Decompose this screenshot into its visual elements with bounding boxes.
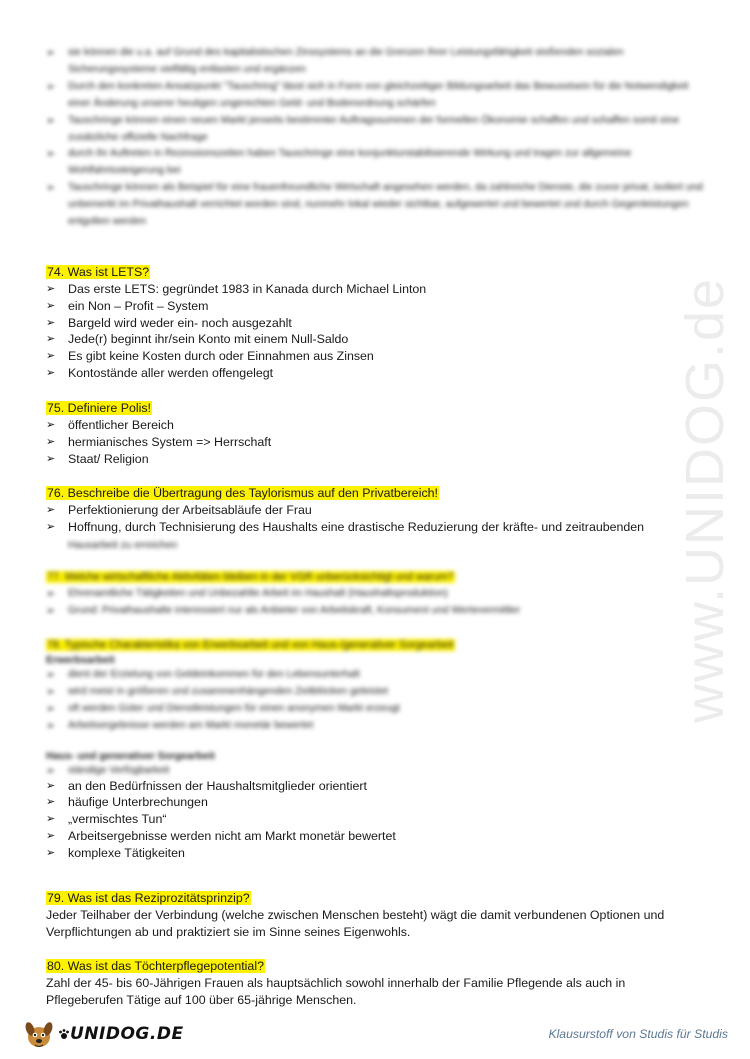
list-item: ➢ Grund: Privathaushalte interessiert nur als Anbieter von Arbeitskraft, Konsument und Wertevermittler xyxy=(46,603,716,620)
question-heading: 76. Beschreibe die Übertragung des Taylorismus auf den Privatbereich! xyxy=(47,486,438,500)
list-item: ➢ Ehrenamtliche Tätigkeiten und Unbezahlte Arbeit im Haushalt (Haushaltsproduktion) xyxy=(46,586,716,603)
list-item-line: Hausarbeit zu erreichen xyxy=(68,539,178,551)
list-item-line: Hoffnung, durch Technisierung des Haushalts eine drastische Reduzierung der kräfte- und zeitraubenden xyxy=(68,519,645,534)
list-item: ➢ oft werden Güter und Dienstleistungen für einen anonymen Markt erzeugt xyxy=(46,701,716,718)
list-item: ➢ sie können die u.a. auf Grund des kapitalistischen Zinssystems an die Grenzen ihrer Leistungsfähigkeit stoßenden sozialen Sicherungssysteme vielfältig entlasten und ergänzen xyxy=(46,45,706,79)
list-item: ➢ Tauschringe können als Beispiel für eine frauenfreundliche Wirtschaft angesehen werden, da zahlreiche Dienste, die zuvor privat, isoliert und unbemerkt im Privathaushalt verrichtet worden sind, nunmehr lokal wieder sichtbar, aufgewertet und bewertet und durch Gegenleistungen entgolten werden xyxy=(46,180,706,231)
list-item: ➢ Arbeitsergebnisse werden nicht am Markt monetär bewertet xyxy=(46,828,716,845)
answer-list xyxy=(46,417,716,467)
list-item: ➢ Jede(r) beginnt ihr/sein Konto mit einem Null-Saldo xyxy=(46,331,716,348)
section-q74 xyxy=(46,264,716,382)
section-q78 xyxy=(46,637,716,862)
question-heading: 78. Typische Charakteristika von Erwerbsarbeit und von Haus-/generativer Sorgearbeit xyxy=(47,639,454,651)
list-item: ➢ „vermischtes Tun“ xyxy=(46,811,716,828)
answer-text: Jeder Teilhaber der Verbindung (welche zwischen Menschen besteht) wägt die damit verbundenen Optionen und xyxy=(46,908,665,922)
list-item: ➢ Es gibt keine Kosten durch oder Einnahmen aus Zinsen xyxy=(46,348,716,365)
question-heading: 74. Was ist LETS? xyxy=(47,265,150,279)
subheading: Haus- und generativer Sorgearbeit xyxy=(46,750,215,762)
question-heading: 75. Definiere Polis! xyxy=(47,401,151,415)
watermark-text: www.UNIDOG.de xyxy=(675,276,735,724)
list-item: ➢ hermianisches System => Herrschaft xyxy=(46,434,716,451)
list-item: ➢ Arbeitsergebnisse werden am Markt monetär bewertet xyxy=(46,718,716,735)
answer-list xyxy=(46,778,716,862)
list-item: ➢ durch ihr Auftreten in Rezessionszeiten haben Tauschringe eine konjunkturstabilisierende Wirkung und tragen zur allgemeine Wohlfahrtssteigerung bei xyxy=(46,146,706,180)
logo-text: UNIDOG.DE xyxy=(70,1024,184,1044)
list-item xyxy=(46,519,716,555)
list-item: ➢ öffentlicher Bereich xyxy=(46,417,716,434)
section-q75 xyxy=(46,400,716,467)
list-item: ➢ Bargeld wird weder ein- noch ausgezahlt xyxy=(46,315,716,332)
dog-icon xyxy=(22,1018,56,1050)
answer-text: Pflegeberufen Tätige auf 100 über 65-jährige Menschen. xyxy=(46,993,357,1007)
section-q77 xyxy=(46,569,716,620)
answer-text: Zahl der 45- bis 60-Jährigen Frauen als hauptsächlich sowohl innerhalb der Familie Pflegende als auch in xyxy=(46,976,626,990)
footer-logo xyxy=(22,1018,184,1050)
section-q76 xyxy=(46,485,716,554)
list-item: ➢ Kontostände aller werden offengelegt xyxy=(46,365,716,382)
question-heading: 77. Welche wirtschaftliche Aktivitäten bleiben in der VGR unberücksichtigt und warum? xyxy=(47,571,454,583)
list-item: ➢ dient der Erzielung von Geldeinkommen für den Lebensunterhalt xyxy=(46,667,716,684)
intro-list xyxy=(46,45,706,231)
section-q80 xyxy=(46,958,726,1009)
list-item: ➢ an den Bedürfnissen der Haushaltsmitglieder orientiert xyxy=(46,778,716,795)
list-item: ➢ Das erste LETS: gegründet 1983 in Kanada durch Michael Linton xyxy=(46,281,716,298)
answer-list xyxy=(46,502,716,554)
question-heading: 80. Was ist das Töchterpflegepotential? xyxy=(47,959,264,973)
footer-tagline: Klausurstoff von Studis für Studis xyxy=(548,1027,728,1041)
list-item: ➢ ständige Verfügbarkeit xyxy=(46,763,716,780)
section-q79 xyxy=(46,890,726,941)
list-item: ➢ ein Non – Profit – System xyxy=(46,298,716,315)
paw-icon xyxy=(58,1028,70,1040)
subheading: Erwerbsarbeit xyxy=(46,655,115,666)
list-item: ➢ wird meist in größeren und zusammenhängenden Zeitblöcken geleistet xyxy=(46,684,716,701)
answer-list xyxy=(46,667,716,735)
answer-list xyxy=(46,281,716,382)
list-item: ➢ Perfektionierung der Arbeitsabläufe der Frau xyxy=(46,502,716,519)
list-item: ➢ Durch den konkreten Ansatzpunkt "Tauschring" lässt sich in Form von gleichzeitiger Bildungsarbeit das Bewusstsein für die Notwendigkeit einer Änderung unserer heutigen ungerechten Geld- und Bodenordnung schärfen xyxy=(46,79,706,113)
answer-list xyxy=(46,586,716,620)
question-heading: 79. Was ist das Reziprozitätsprinzip? xyxy=(47,891,250,905)
list-item: ➢ komplexe Tätigkeiten xyxy=(46,845,716,862)
answer-text: Verpflichtungen ab und praktiziert sie im Sinne seines Eigenwohls. xyxy=(46,925,411,939)
list-item: ➢ häufige Unterbrechungen xyxy=(46,794,716,811)
list-item: ➢ Tauschringe können einen neuen Markt jenseits bestimmter Auftragssummen der formellen Ökonomie schaffen und schaffen somit eine zusätzliche offizielle Nachfrage xyxy=(46,113,706,147)
list-item: ➢ Staat/ Religion xyxy=(46,451,716,468)
